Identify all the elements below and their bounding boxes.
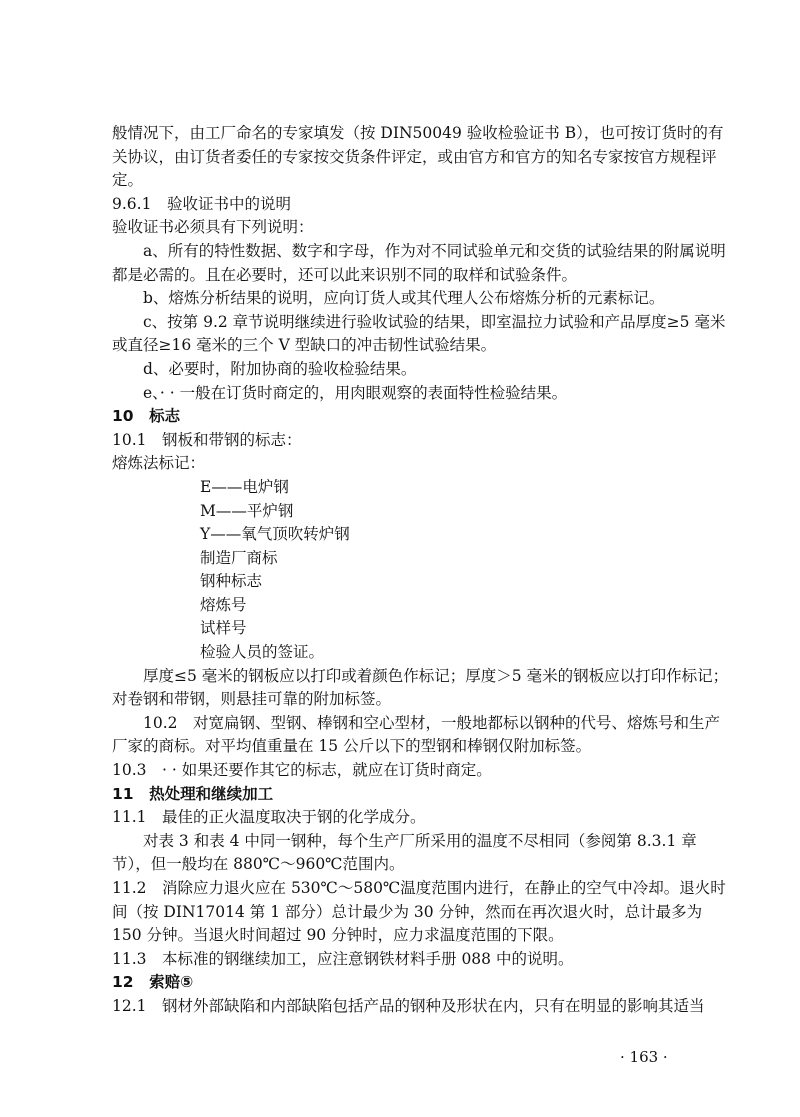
paragraph-thickness-marking: 厚度≤5 毫米的钢板应以打印或着颜色作标记；厚度＞5 毫米的钢板应以打印作标记；对卷钢和带钢，则悬挂可靠的附加标签。 [112, 666, 729, 709]
paragraph-intro: 般情况下，由工厂命名的专家填发（按 DIN50049 验收检验证书 B），也可按订货时的有关协议，由订货者委任的专家按交货条件评定，或由官方和官方的知名专家按官方规程评定。 [112, 124, 724, 190]
section-heading-10: 10 标志 [112, 407, 181, 426]
page-number: · 163 · [620, 1048, 668, 1066]
section-10-2: 10.2 对宽扁钢、型钢、棒钢和空心型材，一般地都标以钢种的代号、熔炼号和生产厂家的商标。对平均值重量在 15 公斤以下的型钢和棒钢仅附加标签。 [112, 713, 721, 756]
section-10-3: 10.3 · · 如果还要作其它的标志，就应在订货时商定。 [112, 761, 492, 780]
list-item: 试样号 [200, 619, 247, 638]
item-c: c、按第 9.2 章节说明继续进行验收试验的结果，即室温拉力试验和产品厚度≥5 毫米或直径≥16 毫米的三个 V 型缺口的冲击韧性试验结果。 [112, 312, 726, 355]
item-d: d、必要时，附加协商的验收检验结果。 [143, 359, 417, 378]
section-heading-10-1: 10.1 钢板和带钢的标志： [112, 430, 302, 449]
section-11-1: 11.1 最佳的正火温度取决于钢的化学成分。 [112, 808, 426, 827]
list-item: 钢种标志 [200, 572, 263, 591]
paragraph-normalizing-temp: 对表 3 和表 4 中同一钢种，每个生产厂所采用的温度不尽相同（参阅第 8.3.1 章节），但一般均在 880℃～960℃范围内。 [112, 831, 697, 874]
paragraph-smelting-mark: 熔炼法标记： [112, 454, 206, 473]
list-item: 检验人员的签证。 [200, 643, 325, 662]
list-item: Y——氧气顶吹转炉钢 [200, 525, 350, 544]
list-item: 熔炼号 [200, 595, 247, 614]
list-item: E——电炉钢 [200, 477, 289, 496]
section-heading-12: 12 索赔⑤ [112, 973, 194, 992]
section-12-1: 12.1 钢材外部缺陷和内部缺陷包括产品的钢种及形状在内，只有在明显的影响其适当 [112, 996, 705, 1015]
marking-list [112, 476, 730, 665]
section-heading-9-6-1: 9.6.1 验收证书中的说明 [112, 194, 291, 213]
list-item: M——平炉钢 [200, 501, 294, 520]
document-body [112, 122, 730, 1019]
item-b: b、熔炼分析结果的说明，应向订货人或其代理人公布熔炼分析的元素标记。 [143, 289, 665, 308]
list-item: 制造厂商标 [200, 548, 278, 567]
section-heading-11: 11 热处理和继续加工 [112, 784, 274, 803]
item-e: e、· · 一般在订货时商定的，用肉眼观察的表面特性检验结果。 [143, 383, 568, 402]
section-11-2: 11.2 消除应力退火应在 530℃～580℃温度范围内进行，在静止的空气中冷却。退火时间（按 DIN17014 第 1 部分）总计最少为 30 分钟，然而在再次退火时，总计最多为 150 分钟。当退火时间超过 90 分钟时，应力求温度范围的下限。 [112, 879, 726, 945]
item-a: a、所有的特性数据、数字和字母，作为对不同试验单元和交货的试验结果的附属说明都是必需的。且在必要时，还可以此来识别不同的取样和试验条件。 [112, 241, 726, 284]
paragraph-certificate: 验收证书必须具有下列说明： [112, 218, 314, 237]
section-11-3: 11.3 本标准的钢继续加工，应注意钢铁材料手册 088 中的说明。 [112, 949, 574, 968]
